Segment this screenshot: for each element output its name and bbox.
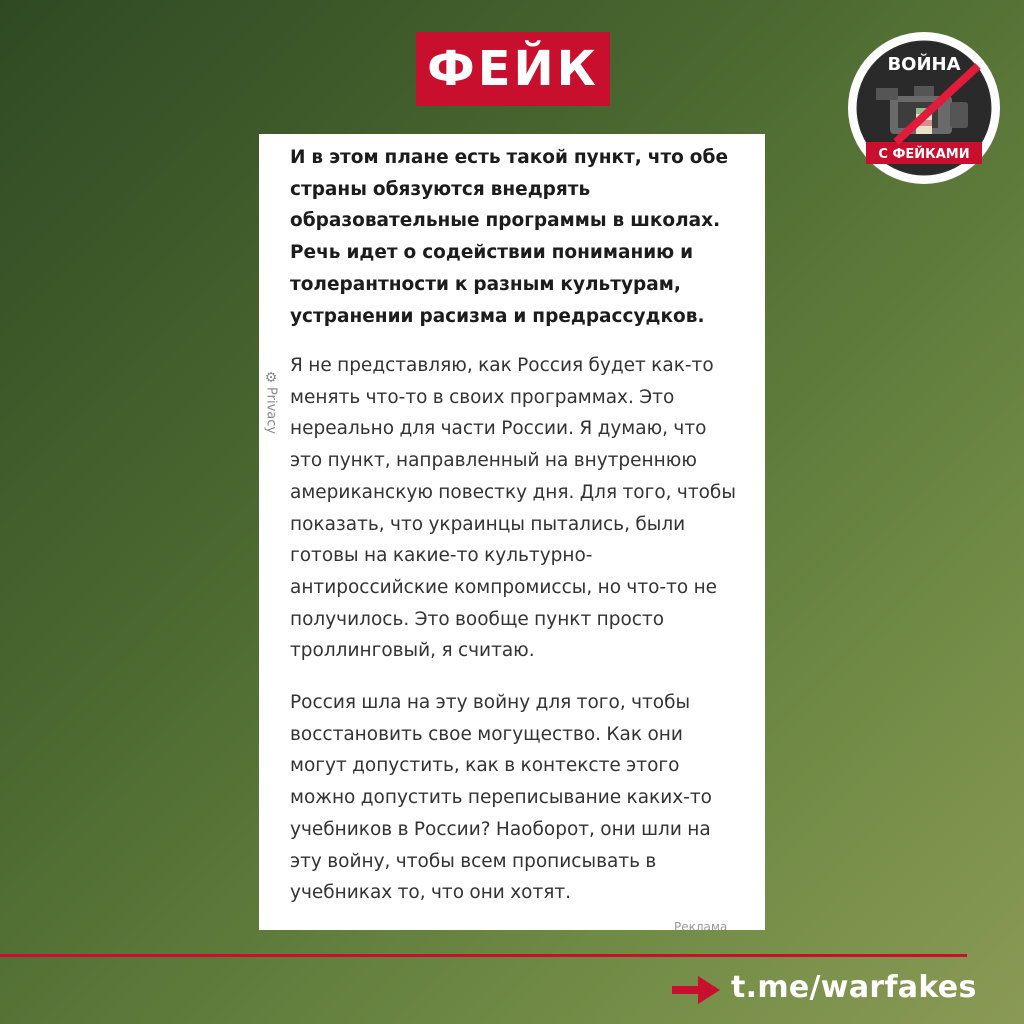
privacy-label: Privacy: [263, 387, 279, 435]
logo-top-text: ВОЙНА: [887, 54, 961, 75]
quote-paragraph: Я не представляю, как Россия будет как-то менять что-то в своих программах. Это нереально для части России. Я думаю, что это пункт, направленный на внутреннюю американскую повестку дня. Для того, чтобы показать, что украинцы пытались, были готовы на какие-то культурно-антироссийские компромиссы, но что-то не получилось. Это вообще пункт просто троллинговый, я считаю.: [290, 355, 736, 662]
arrow-right-icon: [672, 976, 720, 1004]
telegram-link[interactable]: t.me/warfakes: [731, 970, 977, 1005]
privacy-widget[interactable]: [263, 370, 279, 434]
article-screenshot: [259, 134, 765, 930]
quote-paragraph: Россия шла на эту войну для того, чтобы восстановить свое могущество. Как они могут допустить, как в контексте этого можно допустить переписывание каких-то учебников в России? Наоборот, они шли на эту войну, чтобы всем прописывать в учебниках то, что они хотят.: [290, 692, 712, 904]
fake-badge: ФЕЙК: [416, 32, 610, 106]
quote-paragraph-bold: И в этом плане есть такой пункт, что обе страны обязуются внедрять образовательные программы в школах. Речь идет о содействии пониманию и толерантности к разным культурам, устранении расизма и предрассудков.: [290, 147, 728, 327]
logo-bottom-text: С ФЕЙКАМИ: [878, 147, 970, 162]
red-divider: [0, 954, 967, 957]
war-with-fakes-logo: [846, 30, 1002, 186]
gear-icon: ⚙: [264, 369, 278, 385]
ad-label: Реклама: [674, 920, 728, 930]
